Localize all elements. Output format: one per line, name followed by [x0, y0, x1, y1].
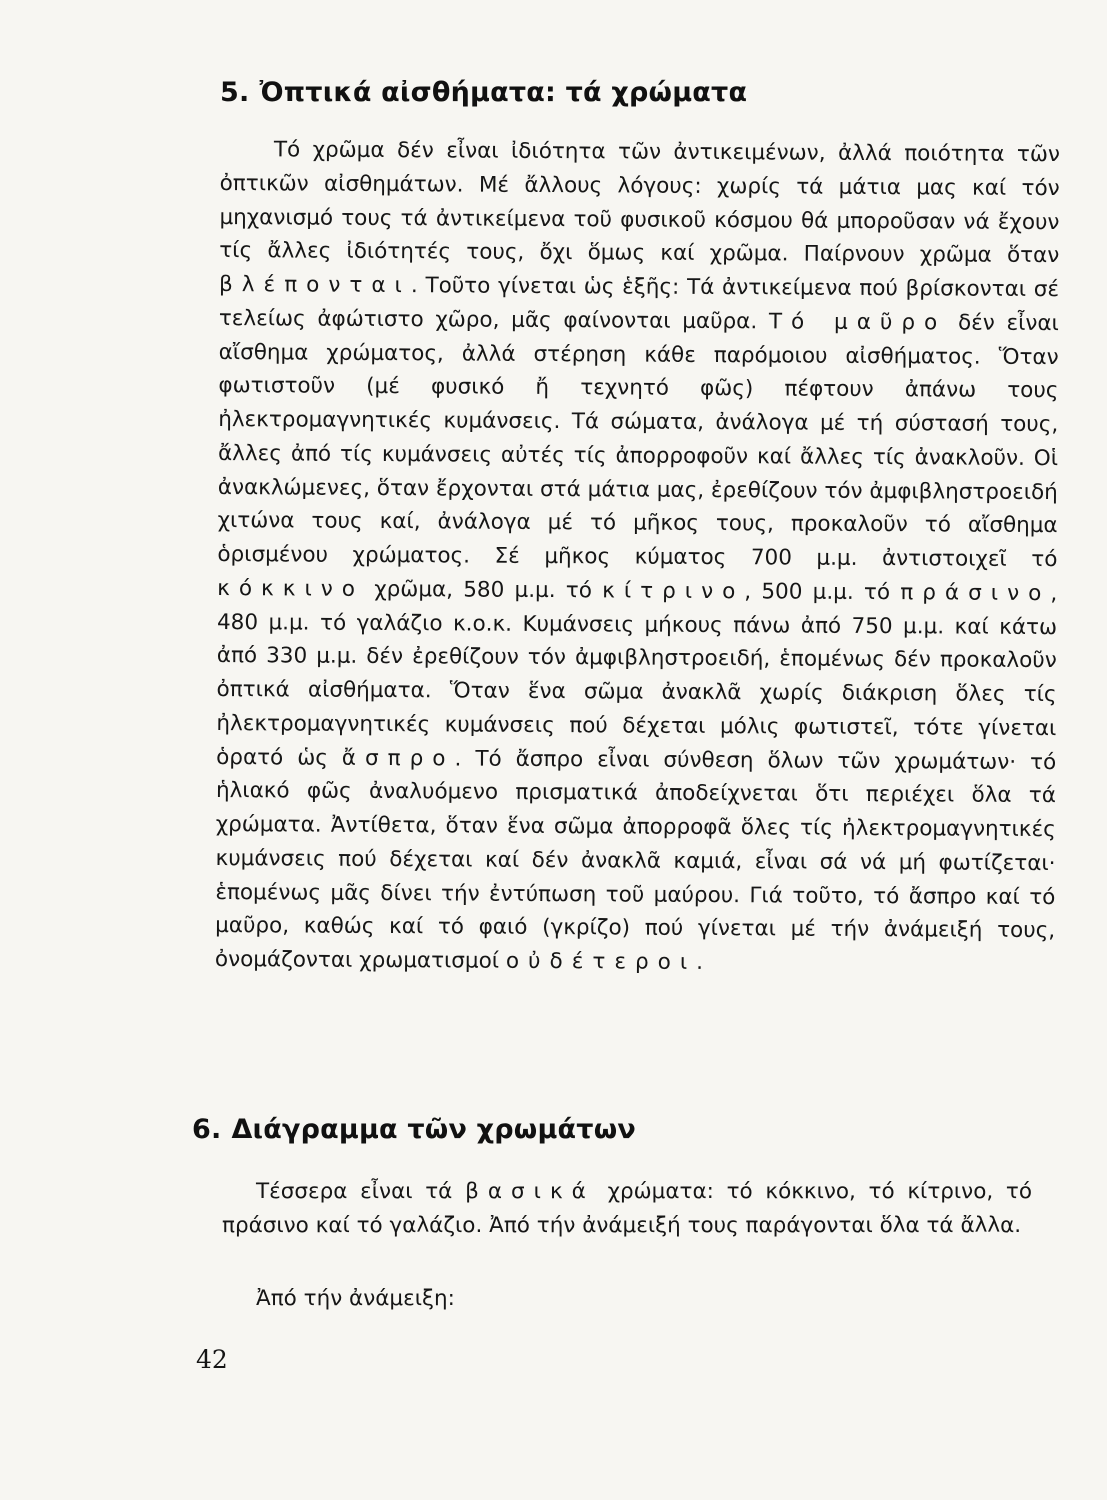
- section-5-title: Ὀπτικά αἰσθήματα: τά χρώματα: [259, 77, 748, 108]
- text-run: , 480 μ.μ. τό γαλάζιο κ.ο.κ. Κυμάνσεις μήκους πάνω ἀπό 750 μ.μ. καί κάτω ἀπό 330 μ.μ. δέν ἐρεθίζουν τόν ἀμφιβληστροειδή, ἑπομένως δέν προκαλοῦν ὀπτικά αἰσθήματα. Ὅταν ἕνα σῶμα ἀνακλᾶ χωρίς διάκριση ὅλες τίς ἠλεκτρομαγνητικές κυμάνσεις πού δέχεται μόλις φωτιστεῖ, τότε γίνεται ὁρατό ὡς: [216, 580, 1058, 771]
- spaced-word-prasino: πράσινο: [900, 579, 1051, 606]
- text-run: δέν εἶναι αἴσθημα χρώματος, ἀλλά στέρηση κάθε παρόμοιου αἰσθήματος. Ὅταν φωτιστοῦν (μέ φυσικό ἤ τεχνητό φῶς) πέφτουν ἀπάνω τους ἠλεκτρομαγνητικές κυμάνσεις. Τά σώματα, ἀνάλογα μέ τή σύστασή τους, ἄλλες ἀπό τίς κυμάνσεις αὐτές τίς ἀπορροφοῦν καί ἄλλες τίς ἀνακλοῦν. Οἱ ἀνακλώμενες, ὅταν ἔρχονται στά μάτια μας, ἐρεθίζουν τόν ἀμφιβληστροειδή χιτώνα τους καί, ἀνάλογα μέ τό μῆκος τους, προκαλοῦν τό αἴσθημα ὁρισμένου χρώματος. Σέ μῆκος κύματος 700 μ.μ. ἀντιστοιχεῖ τό: [217, 310, 1059, 573]
- text-run: . Τό ἄσπρο εἶναι σύνθεση ὅλων τῶν χρωμάτων· τό ἡλιακό φῶς ἀναλυόμενο πρισματικά ἀποδείχνεται ὅτι περιέχει ὅλα τά χρώματα. Ἀντίθετα, ὅταν ἕνα σῶμα ἀπορροφᾶ ὅλες τίς ἠλεκτρομαγνητικές κυμάνσεις πού δέχεται καί δέν ἀνακλᾶ καμιά, εἶναι σά νά μή φωτίζεται· ἑπομένως μᾶς δίνει τήν ἐντύπωση τοῦ μαύρου. Γιά τοῦτο, τό ἄσπρο καί τό μαῦρο, καθώς καί τό φαιό (γκρίζο) πού γίνεται μέ τήν ἀνάμειξή τους, ὀνομάζονται χρωματισμοί: [214, 745, 1057, 974]
- text-run: χρώματα: τό κόκκινο, τό κίτρινο, τό πράσινο καί τό γαλάζιο. Ἀπό τήν ἀνάμειξή τους παράγονται ὅλα τά ἄλλα.: [222, 1179, 1032, 1238]
- spaced-word-kitrino: κίτρινο: [602, 578, 745, 604]
- spaced-word-vasika: βασικά: [465, 1179, 595, 1204]
- spaced-word-aspro: ἄσπρο: [341, 745, 455, 771]
- page-number: 42: [196, 1345, 228, 1374]
- section-5-number: 5.: [220, 77, 250, 108]
- text-run: . Τοῦτο γίνεται ὡς ἑξῆς: Τά ἀντικείμενα πού βρίσκονται σέ τελείως ἀφώτιστο χῶρο, μᾶς φαίνονται μαῦρα.: [218, 273, 1060, 335]
- text-run: .: [696, 949, 704, 975]
- text-run: Τέσσερα εἶναι τά: [256, 1179, 466, 1204]
- section-6-paragraph-1: [222, 1175, 1032, 1243]
- text-run: , 500 μ.μ. τό: [744, 578, 901, 605]
- section-5-paragraph: [215, 133, 1060, 982]
- text-run: χρῶμα, 580 μ.μ. τό: [363, 576, 603, 604]
- section-5-heading: [220, 76, 747, 110]
- spaced-word-vlepontai: βλέπονται: [218, 271, 411, 299]
- spaced-word-kokkino: κόκκινο: [217, 575, 365, 602]
- section-6-number: 6.: [192, 1114, 222, 1145]
- text-run: Τό χρῶμα δέν εἶναι ἰδιότητα τῶν ἀντικειμένων, ἀλλά ποιότητα τῶν ὀπτικῶν αἰσθημάτων. Μέ ἄλλους λόγους: χωρίς τά μάτια μας καί τόν μηχανισμό τους τά ἀντικείμενα τοῦ φυσικοῦ κόσμου θά μποροῦσαν νά ἔχουν τίς ἄλλες ἰδιότητές τους, ὄχι ὅμως καί χρῶμα. Παίρνουν χρῶμα ὅταν: [219, 137, 1060, 269]
- spaced-word-mavro: Τό μαῦρο: [768, 309, 947, 336]
- section-6-title: Διάγραμμα τῶν χρωμάτων: [231, 1114, 636, 1145]
- section-6-paragraph-2: Ἀπό τήν ἀνάμειξη:: [256, 1286, 455, 1311]
- spaced-word-oudeteroi: οὐδέτεροι: [505, 948, 697, 975]
- section-6-heading: [192, 1113, 636, 1147]
